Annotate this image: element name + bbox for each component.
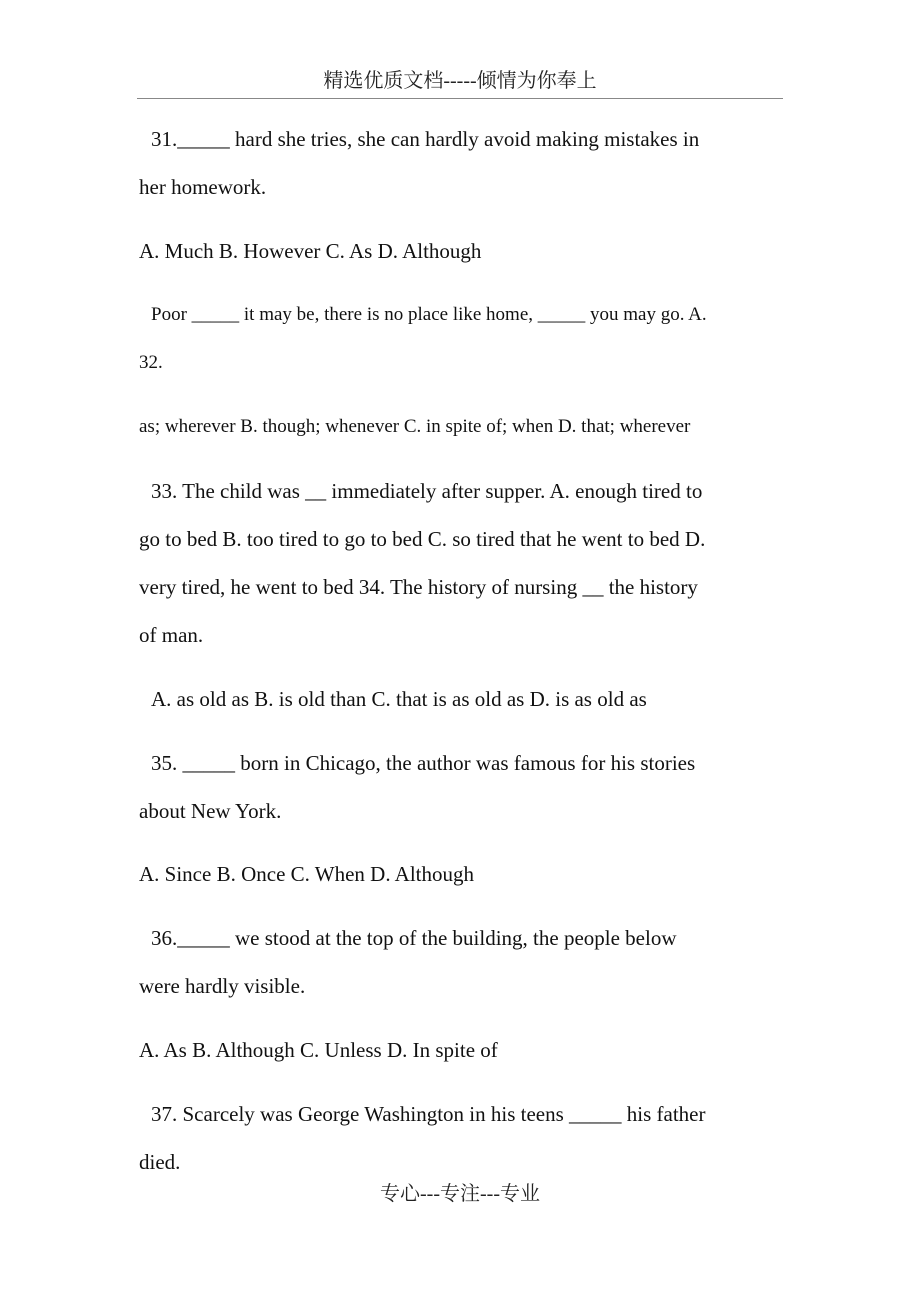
- question-36-options: A. As B. Although C. Unless D. In spite of: [139, 1038, 498, 1062]
- page-header: 精选优质文档-----倾情为你奉上: [323, 70, 597, 92]
- question-31-line-1: 31._____ hard she tries, she can hardly avoid making mistakes in: [151, 127, 700, 151]
- question-34-line-2: of man.: [139, 623, 204, 647]
- question-32-number: 32.: [139, 352, 163, 373]
- header-divider: [137, 98, 783, 99]
- question-35-options: A. Since B. Once C. When D. Although: [139, 862, 474, 886]
- question-31-line-2: her homework.: [139, 175, 267, 199]
- question-32-options: as; wherever B. though; whenever C. in spite of; when D. that; wherever: [139, 416, 691, 437]
- question-33-line-1: 33. The child was __ immediately after supper. A. enough tired to: [151, 479, 703, 503]
- question-32-line-1: Poor _____ it may be, there is no place like home, _____ you may go. A.: [151, 304, 707, 325]
- question-37-line-1: 37. Scarcely was George Washington in his teens _____ his father: [151, 1102, 706, 1126]
- question-33-34-line: very tired, he went to bed 34. The history of nursing __ the history: [139, 575, 698, 599]
- question-31-options: A. Much B. However C. As D. Although: [139, 239, 482, 263]
- question-36-line-1: 36._____ we stood at the top of the building, the people below: [151, 926, 677, 950]
- question-36-line-2: were hardly visible.: [139, 974, 306, 998]
- question-33-line-2: go to bed B. too tired to go to bed C. so tired that he went to bed D.: [139, 527, 706, 551]
- question-37-line-2: died.: [139, 1150, 181, 1174]
- question-35-line-1: 35. _____ born in Chicago, the author was famous for his stories: [151, 751, 696, 775]
- question-34-options: A. as old as B. is old than C. that is as old as D. is as old as: [151, 687, 647, 711]
- question-35-line-2: about New York.: [139, 799, 282, 823]
- page-footer: 专心---专注---专业: [380, 1183, 540, 1205]
